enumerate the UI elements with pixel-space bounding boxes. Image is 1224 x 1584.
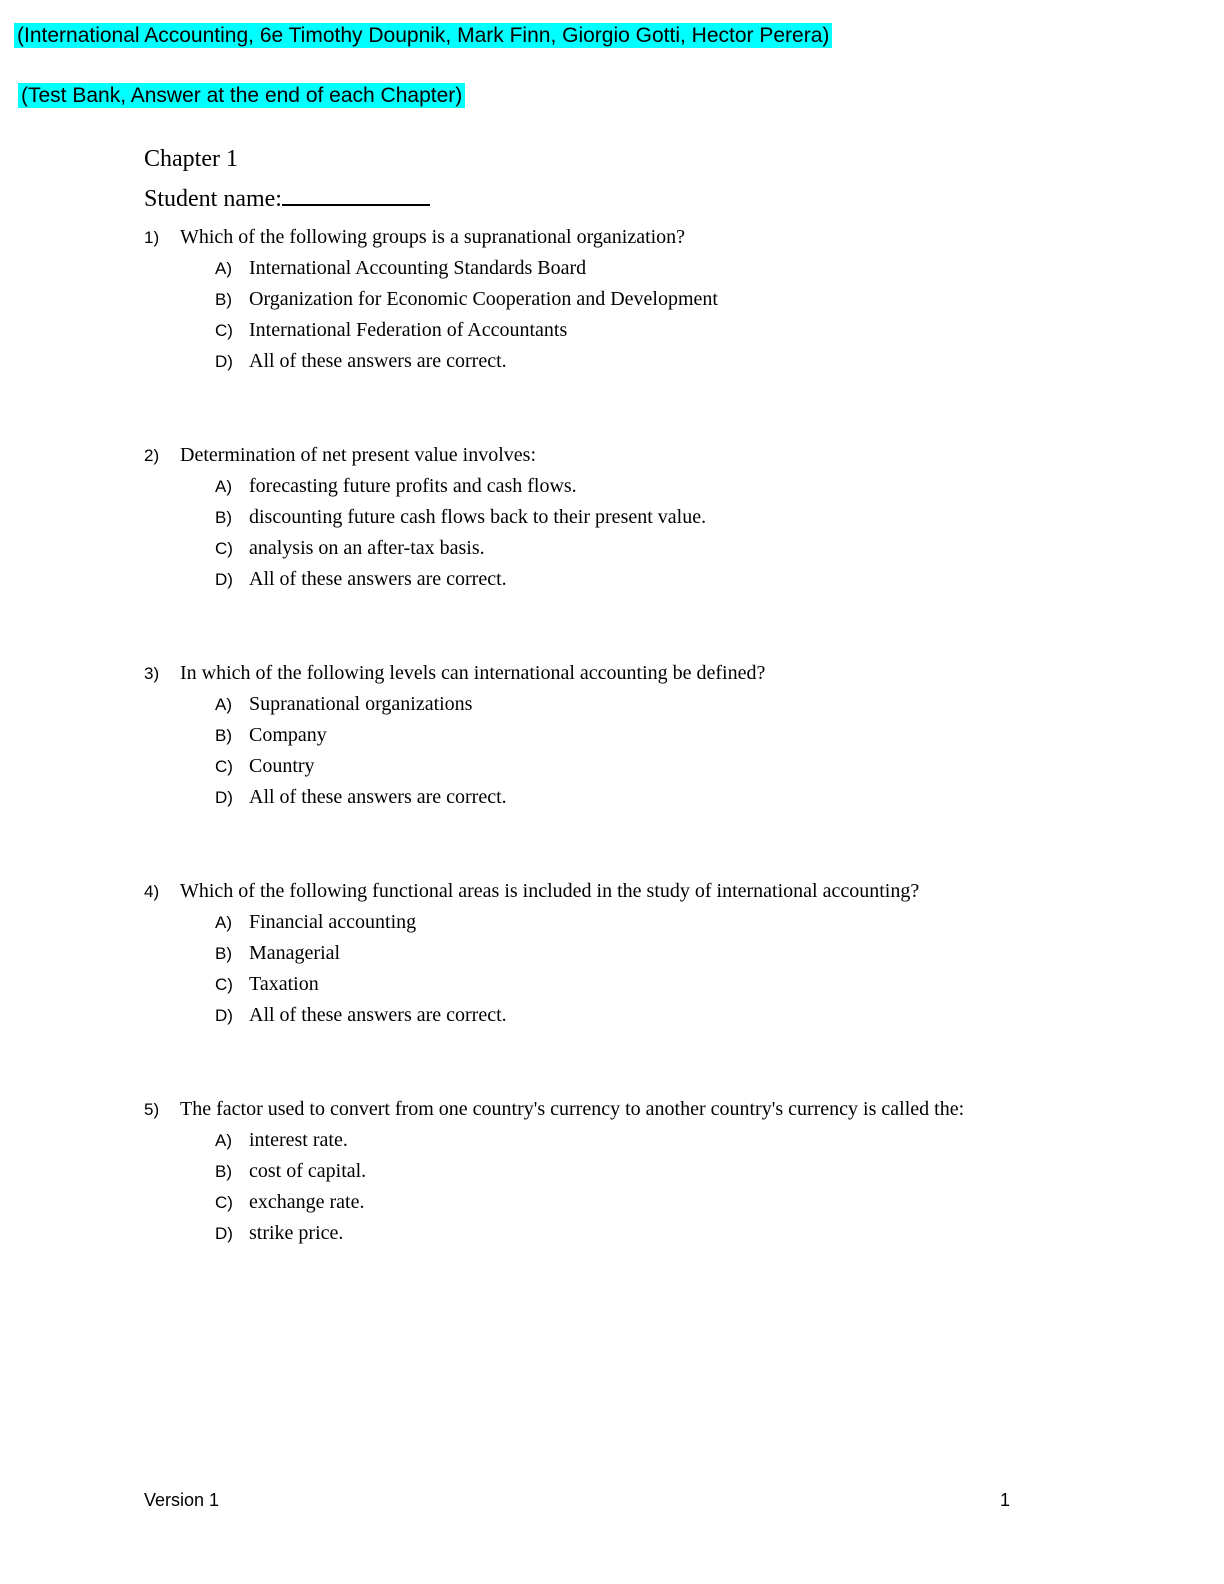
option-letter: A)	[215, 477, 232, 496]
answer-option	[215, 253, 1084, 284]
question-number: 2)	[144, 446, 160, 465]
answer-option	[215, 502, 1084, 533]
option-text: All of these answers are correct.	[249, 786, 507, 808]
question-number: 4)	[144, 882, 160, 901]
answer-option	[215, 969, 1084, 1000]
footer-page-number: 1	[1000, 1490, 1011, 1510]
option-text: forecasting future profits and cash flows.	[249, 475, 577, 497]
option-letter: C)	[215, 321, 233, 340]
answer-option	[215, 346, 1084, 377]
student-name-line	[144, 182, 1084, 215]
option-letter: A)	[215, 695, 232, 714]
answer-option	[215, 533, 1084, 564]
option-text: Managerial	[249, 942, 341, 964]
option-text: All of these answers are correct.	[249, 350, 507, 372]
header-highlight-2: (Test Bank, Answer at the end of each Chapter)	[18, 83, 465, 108]
option-letter: B)	[215, 290, 232, 309]
option-letter: C)	[215, 757, 233, 776]
option-letter: D)	[215, 1006, 233, 1025]
options-list	[215, 471, 1084, 595]
option-letter: A)	[215, 259, 232, 278]
answer-option	[215, 1000, 1084, 1031]
option-letter: D)	[215, 1224, 233, 1243]
answer-option	[215, 907, 1084, 938]
question-row	[144, 1094, 1084, 1125]
answer-option	[215, 1156, 1084, 1187]
answer-option	[215, 1187, 1084, 1218]
options-list	[215, 1125, 1084, 1249]
option-text: Organization for Economic Cooperation and Development	[249, 288, 718, 310]
question-row	[144, 658, 1084, 689]
question-text: In which of the following levels can international accounting be defined?	[180, 662, 766, 684]
option-letter: D)	[215, 788, 233, 807]
option-letter: B)	[215, 508, 232, 527]
header-highlight-1: (International Accounting, 6e Timothy Doupnik, Mark Finn, Giorgio Gotti, Hector Perera)	[14, 23, 832, 48]
question-3	[144, 658, 1084, 813]
header-line-2	[18, 82, 465, 110]
header-line-1	[14, 22, 832, 50]
option-letter: C)	[215, 1193, 233, 1212]
question-number: 1)	[144, 228, 160, 247]
options-list	[215, 253, 1084, 377]
question-4	[144, 876, 1084, 1031]
answer-option	[215, 782, 1084, 813]
option-letter: A)	[215, 913, 232, 932]
option-letter: C)	[215, 539, 233, 558]
option-text: Country	[249, 755, 315, 777]
chapter-title: Chapter 1	[144, 146, 238, 172]
option-text: Taxation	[249, 973, 319, 995]
option-text: cost of capital.	[249, 1160, 367, 1182]
question-row	[144, 876, 1084, 907]
option-text: International Accounting Standards Board	[249, 257, 587, 279]
options-list	[215, 689, 1084, 813]
document-body	[144, 144, 1084, 1249]
option-letter: C)	[215, 975, 233, 994]
answer-option	[215, 315, 1084, 346]
footer-version-label: Version 1	[144, 1490, 220, 1510]
option-letter: D)	[215, 352, 233, 371]
option-text: discounting future cash flows back to their present value.	[249, 506, 707, 528]
option-letter: B)	[215, 944, 232, 963]
question-number: 3)	[144, 664, 160, 683]
question-row	[144, 440, 1084, 471]
question-number: 5)	[144, 1100, 160, 1119]
question-2	[144, 440, 1084, 595]
student-name-blank	[282, 182, 430, 206]
option-letter: B)	[215, 726, 232, 745]
option-letter: A)	[215, 1131, 232, 1150]
question-1	[144, 222, 1084, 377]
answer-option	[215, 751, 1084, 782]
answer-option	[215, 471, 1084, 502]
option-text: International Federation of Accountants	[249, 319, 568, 341]
answer-option	[215, 938, 1084, 969]
question-text: Which of the following groups is a supranational organization?	[180, 226, 686, 248]
option-text: strike price.	[249, 1222, 344, 1244]
answer-option	[215, 689, 1084, 720]
question-5	[144, 1094, 1084, 1249]
answer-option	[215, 1125, 1084, 1156]
option-text: All of these answers are correct.	[249, 1004, 507, 1026]
question-row	[144, 222, 1084, 253]
option-text: interest rate.	[249, 1129, 348, 1151]
answer-option	[215, 1218, 1084, 1249]
student-name-label: Student name:	[144, 186, 282, 212]
option-letter: B)	[215, 1162, 232, 1181]
option-text: Company	[249, 724, 327, 746]
option-letter: D)	[215, 570, 233, 589]
answer-option	[215, 564, 1084, 595]
option-text: Supranational organizations	[249, 693, 473, 715]
answer-option	[215, 720, 1084, 751]
option-text: analysis on an after-tax basis.	[249, 537, 485, 559]
question-text: Determination of net present value involves:	[180, 444, 537, 466]
option-text: Financial accounting	[249, 911, 417, 933]
answer-option	[215, 284, 1084, 315]
options-list	[215, 907, 1084, 1031]
option-text: exchange rate.	[249, 1191, 365, 1213]
option-text: All of these answers are correct.	[249, 568, 507, 590]
question-text: The factor used to convert from one country's currency to another country's currency is called the:	[180, 1098, 965, 1120]
question-text: Which of the following functional areas is included in the study of international accounting?	[180, 880, 920, 902]
